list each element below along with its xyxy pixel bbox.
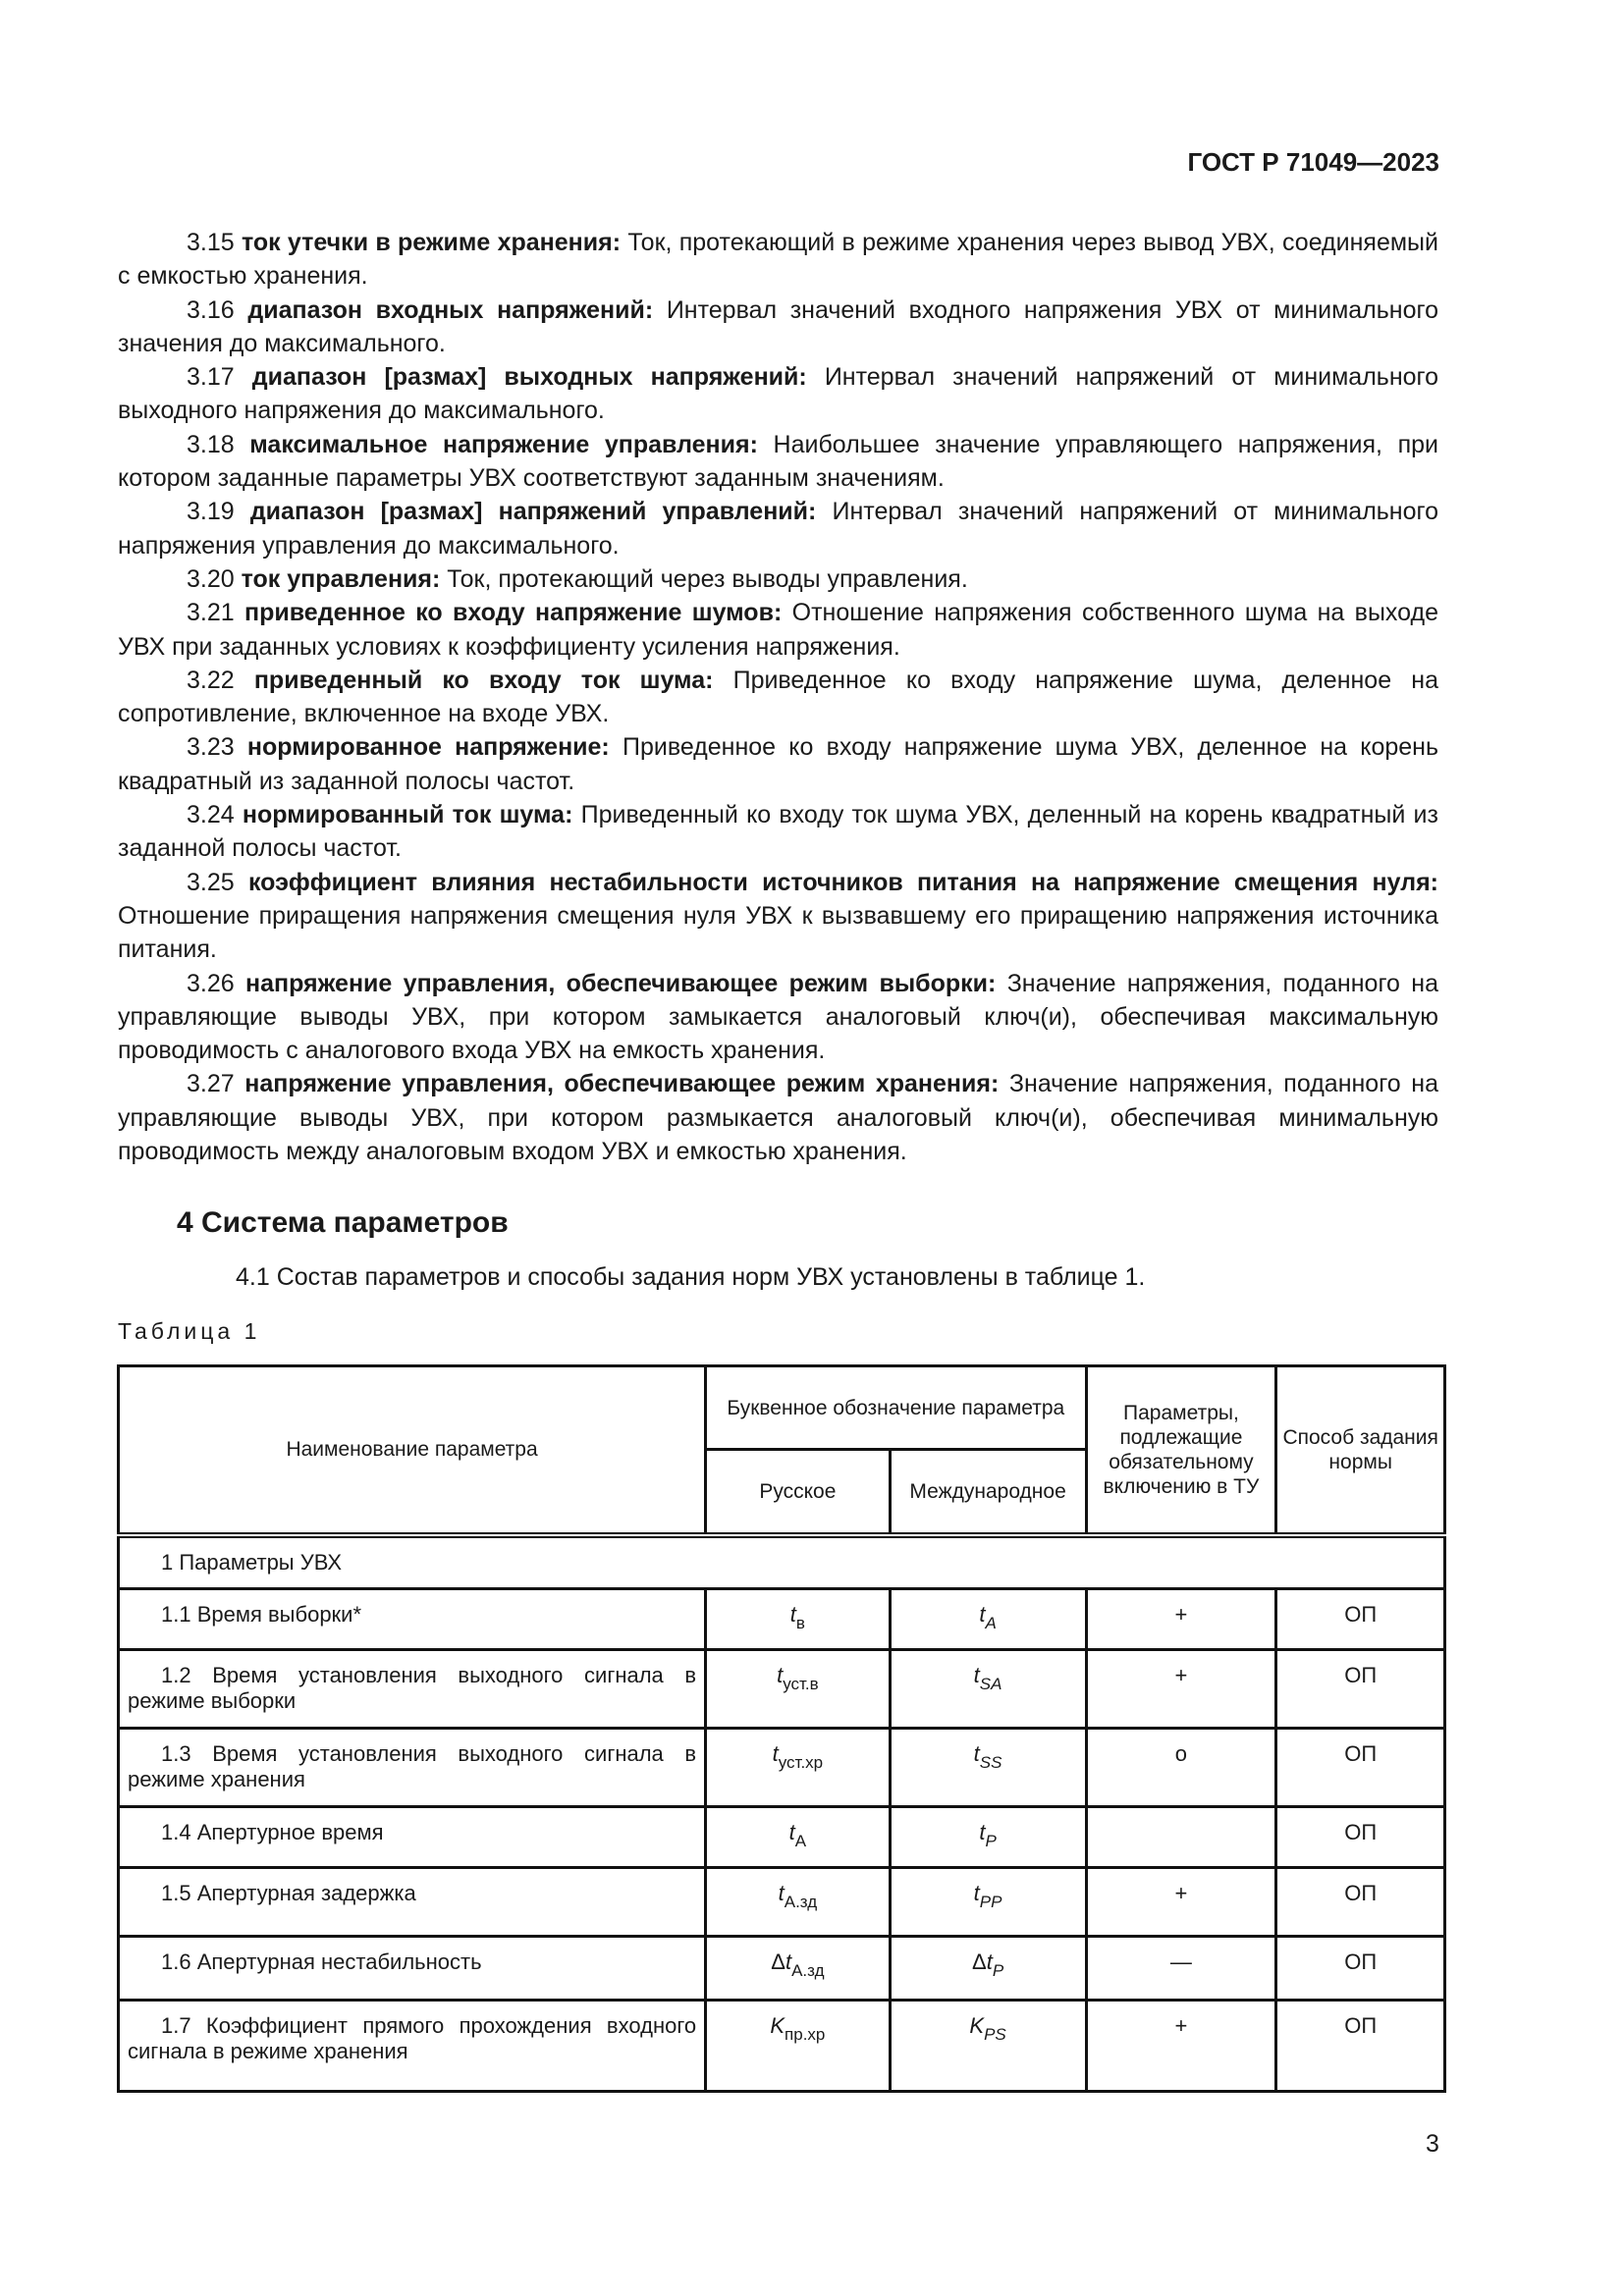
symbol: $K_{пр.хр}$ bbox=[770, 2012, 826, 2044]
norm-method: ОП bbox=[1276, 1867, 1445, 1936]
ru-symbol bbox=[706, 1649, 891, 1728]
term-text: Интервал значений входного напряжения УВХ от минимального значения до максимального. bbox=[118, 295, 1438, 357]
ru-symbol bbox=[706, 1728, 891, 1806]
symbol: $t_{уст.в}$ bbox=[777, 1662, 819, 1693]
term-text: Интервал значений напряжений от минимального выходного напряжения до максимального. bbox=[118, 363, 1439, 425]
term-number: 3.18 bbox=[187, 430, 235, 458]
param-name: 1.3 Время установления выходного сигнала в режиме хранения bbox=[119, 1728, 706, 1806]
term-text: Приведенный ко входу ток шума УВХ, деленный на корень квадратный из заданной полосы частот. bbox=[118, 801, 1438, 863]
norm-method: ОП bbox=[1276, 2000, 1445, 2091]
symbol: $t_в$ bbox=[789, 1601, 805, 1632]
table-row bbox=[119, 1936, 1445, 2000]
term-definition bbox=[118, 495, 1438, 562]
term-number: 3.25 bbox=[187, 868, 235, 896]
header-name: Наименование параметра bbox=[119, 1366, 706, 1535]
header-mandatory: Параметры, подлежащие обязательному включению в ТУ bbox=[1086, 1366, 1276, 1535]
ru-symbol bbox=[706, 2000, 891, 2091]
term-title: ток управления: bbox=[241, 564, 441, 593]
term-title: диапазон [размах] напряжений управлений: bbox=[249, 498, 817, 526]
term-title: приведенное ко входу напряжение шумов: bbox=[244, 599, 783, 627]
term-title: напряжение управления, обеспечивающее режим выборки: bbox=[245, 969, 997, 997]
term-text: Отношение напряжения собственного шума на выходе УВХ при заданных условиях к коэффициенту усиления напряжения. bbox=[118, 599, 1438, 661]
ru-symbol bbox=[706, 1588, 891, 1649]
symbol: $\Delta t_{А.зд}$ bbox=[771, 1949, 825, 1980]
symbol: $t_{SS}$ bbox=[973, 1740, 1002, 1772]
group-row: 1 Параметры УВХ bbox=[119, 1535, 1445, 1589]
param-name: 1.6 Апертурная нестабильность bbox=[119, 1936, 706, 2000]
term-definition bbox=[118, 294, 1438, 361]
term-definition bbox=[118, 226, 1438, 294]
term-text: Отношение приращения напряжения смещения нуля УВХ к вызвавшему его приращению напряжения источника питания. bbox=[118, 901, 1438, 964]
table-row bbox=[119, 1649, 1445, 1728]
norm-method: ОП bbox=[1276, 1588, 1445, 1649]
mandatory-mark bbox=[1086, 1806, 1276, 1867]
table-row bbox=[119, 1588, 1445, 1649]
header-method: Способ задания нормы bbox=[1276, 1366, 1445, 1535]
term-number: 3.16 bbox=[187, 295, 235, 324]
term-title: нормированное напряжение: bbox=[246, 733, 610, 762]
symbol: $K_{PS}$ bbox=[969, 2012, 1006, 2044]
term-definition bbox=[118, 596, 1438, 664]
document-body bbox=[118, 226, 1438, 1348]
term-definition bbox=[118, 360, 1438, 428]
term-title: диапазон входных напряжений: bbox=[247, 295, 654, 324]
term-number: 3.17 bbox=[187, 363, 235, 392]
ru-symbol bbox=[706, 1936, 891, 2000]
norm-method: ОП bbox=[1276, 1806, 1445, 1867]
term-number: 3.20 bbox=[187, 564, 235, 593]
intl-symbol bbox=[890, 1936, 1086, 2000]
term-definition bbox=[118, 730, 1438, 798]
term-definition bbox=[118, 428, 1438, 496]
term-title: ток утечки в режиме хранения: bbox=[241, 229, 622, 256]
term-text: Наибольшее значение управляющего напряжения, при котором заданные параметры УВХ соответствуют заданным значениям. bbox=[118, 430, 1438, 493]
term-text: Приведенное ко входу напряжение шума, деленное на сопротивление, включенное на входе УВХ. bbox=[118, 666, 1438, 728]
term-definition bbox=[118, 967, 1438, 1068]
symbol: $t_{SA}$ bbox=[973, 1662, 1002, 1693]
term-definition bbox=[118, 798, 1438, 866]
intl-symbol bbox=[890, 1728, 1086, 1806]
table-caption: Таблица 1 bbox=[118, 1317, 261, 1344]
term-number: 3.27 bbox=[187, 1070, 235, 1098]
term-text: Значение напряжения, поданного на управляющие выводы УВХ, при котором размыкается аналоговый ключ(и), обеспечивая минимальную проводимость между аналоговым входом УВХ и емкостью хранения. bbox=[118, 1070, 1439, 1166]
table-row bbox=[119, 1728, 1445, 1806]
mandatory-mark: — bbox=[1086, 1936, 1276, 2000]
intl-symbol bbox=[890, 1588, 1086, 1649]
ru-symbol bbox=[706, 1806, 891, 1867]
term-text: Ток, протекающий в режиме хранения через вывод УВХ, соединяемый с емкостью хранения. bbox=[118, 229, 1438, 291]
mandatory-mark: о bbox=[1086, 1728, 1276, 1806]
symbol: $t_{уст.хр}$ bbox=[772, 1740, 824, 1772]
intl-symbol bbox=[890, 1806, 1086, 1867]
table-row bbox=[119, 2000, 1445, 2091]
term-definition bbox=[118, 562, 1438, 596]
term-text: Интервал значений напряжений от минимального напряжения управления до максимального. bbox=[118, 498, 1438, 560]
mandatory-mark: + bbox=[1086, 2000, 1276, 2091]
ru-symbol bbox=[706, 1867, 891, 1936]
term-number: 3.26 bbox=[187, 969, 235, 997]
term-definition bbox=[118, 866, 1438, 967]
term-title: коэффициент влияния нестабильности источников питания на напряжение смещения нуля: bbox=[247, 868, 1438, 896]
term-definition bbox=[118, 664, 1438, 731]
parameters-table bbox=[117, 1364, 1446, 2093]
term-number: 3.15 bbox=[187, 229, 235, 256]
term-number: 3.23 bbox=[187, 733, 235, 762]
intl-symbol bbox=[890, 2000, 1086, 2091]
param-name: 1.2 Время установления выходного сигнала в режиме выборки bbox=[119, 1649, 706, 1728]
table-row bbox=[119, 1867, 1445, 1936]
intl-symbol bbox=[890, 1649, 1086, 1728]
param-name: 1.1 Время выборки* bbox=[119, 1588, 706, 1649]
param-name: 1.4 Апертурное время bbox=[119, 1806, 706, 1867]
page-number: 3 bbox=[1426, 2130, 1439, 2158]
mandatory-mark: + bbox=[1086, 1867, 1276, 1936]
term-title: нормированный ток шума: bbox=[242, 801, 573, 829]
term-text: Значение напряжения, поданного на управляющие выводы УВХ, при котором замыкается аналоговый ключ(и), обеспечивая максимальную проводимость с аналогового входа УВХ на емкость хранения. bbox=[118, 969, 1438, 1065]
norm-method: ОП bbox=[1276, 1728, 1445, 1806]
term-number: 3.19 bbox=[187, 498, 235, 526]
header-letter: Буквенное обозначение параметра bbox=[706, 1366, 1086, 1450]
section-heading: 4 Система параметров bbox=[177, 1206, 509, 1240]
norm-method: ОП bbox=[1276, 1936, 1445, 2000]
term-definition bbox=[118, 1067, 1438, 1168]
intl-symbol bbox=[890, 1867, 1086, 1936]
symbol: $\Delta t_P$ bbox=[972, 1949, 1004, 1980]
symbol: $t_А$ bbox=[788, 1819, 807, 1850]
term-number: 3.21 bbox=[187, 599, 235, 627]
header-intl: Международное bbox=[890, 1450, 1086, 1535]
header-ru: Русское bbox=[706, 1450, 891, 1535]
term-number: 3.24 bbox=[187, 801, 235, 829]
symbol: $t_P$ bbox=[979, 1819, 997, 1850]
document-id: ГОСТ Р 71049—2023 bbox=[1187, 147, 1439, 177]
term-title: диапазон [размах] выходных напряжений: bbox=[251, 363, 807, 392]
term-text: Приведенное ко входу напряжение шума УВХ, деленное на корень квадратный из заданной полосы частот. bbox=[118, 733, 1438, 795]
terms-list bbox=[118, 226, 1438, 1168]
paragraph-4-1: 4.1 Состав параметров и способы задания норм УВХ установлены в таблице 1. bbox=[236, 1263, 1146, 1292]
table-row bbox=[119, 1806, 1445, 1867]
mandatory-mark: + bbox=[1086, 1588, 1276, 1649]
param-name: 1.7 Коэффициент прямого прохождения входного сигнала в режиме хранения bbox=[119, 2000, 706, 2091]
term-title: максимальное напряжение управления: bbox=[249, 430, 758, 458]
symbol: $t_{PP}$ bbox=[973, 1880, 1002, 1911]
param-name: 1.5 Апертурная задержка bbox=[119, 1867, 706, 1936]
term-number: 3.22 bbox=[187, 666, 235, 694]
term-text: Ток, протекающий через выводы управления. bbox=[447, 564, 968, 593]
term-title: напряжение управления, обеспечивающее режим хранения: bbox=[244, 1070, 1000, 1098]
symbol: $t_A$ bbox=[979, 1601, 997, 1632]
norm-method: ОП bbox=[1276, 1649, 1445, 1728]
symbol: $t_{А.зд}$ bbox=[778, 1880, 818, 1911]
mandatory-mark: + bbox=[1086, 1649, 1276, 1728]
term-title: приведенный ко входу ток шума: bbox=[253, 666, 714, 694]
